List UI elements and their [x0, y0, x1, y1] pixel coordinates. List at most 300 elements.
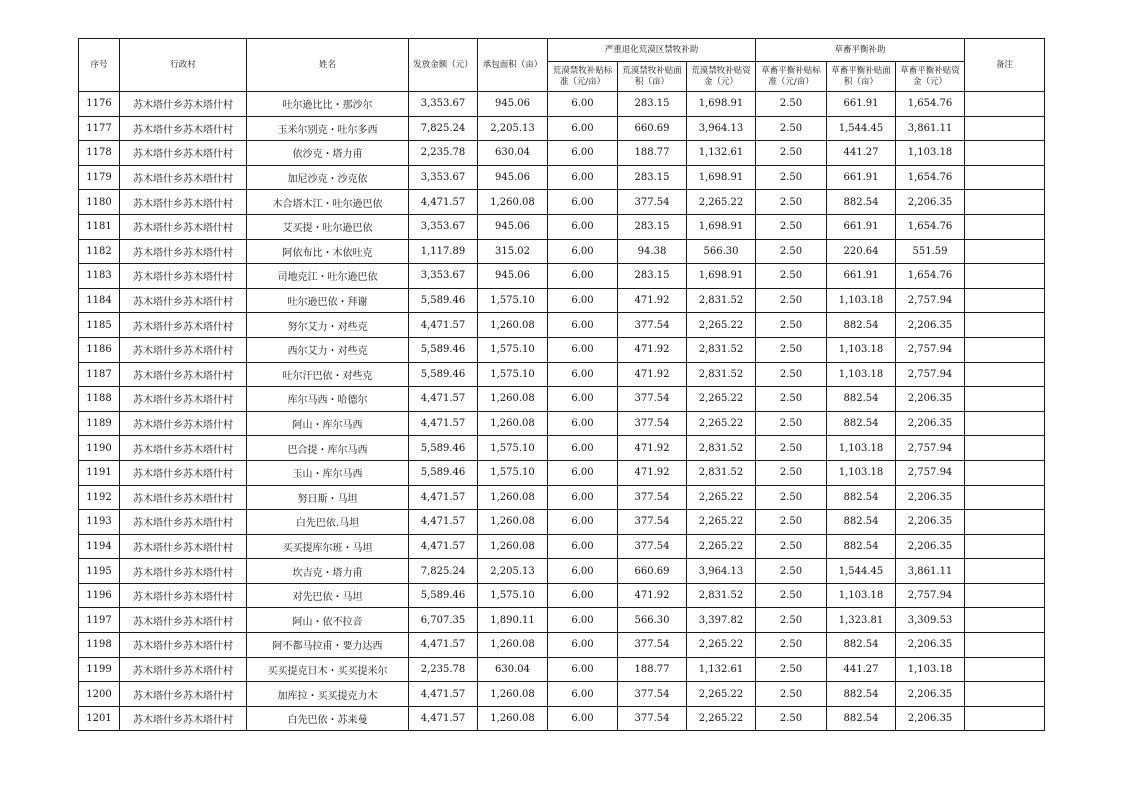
- cell-balance-area: 1,544.45: [827, 559, 896, 584]
- cell-name: 阿山・依不拉音: [247, 608, 409, 633]
- cell-remark: [965, 362, 1045, 387]
- cell-desert-standard: 6.00: [548, 559, 618, 584]
- cell-desert-area: 660.69: [618, 116, 687, 141]
- table-row: [79, 485, 1045, 510]
- cell-desert-area: 377.54: [618, 485, 687, 510]
- cell-desert-standard: 6.00: [548, 633, 618, 658]
- cell-name: 加库拉・买买提克力木: [247, 682, 409, 707]
- cell-remark: [965, 165, 1045, 190]
- cell-seq: 1176: [79, 92, 120, 117]
- cell-balance-standard: 2.50: [756, 190, 827, 215]
- cell-desert-area: 377.54: [618, 534, 687, 559]
- cell-seq: 1192: [79, 485, 120, 510]
- cell-desert-area: 94.38: [618, 239, 687, 264]
- table-row: [79, 141, 1045, 166]
- subsidy-table: [78, 38, 1045, 731]
- cell-desert-area: 283.15: [618, 264, 687, 289]
- cell-seq: 1200: [79, 682, 120, 707]
- cell-remark: [965, 633, 1045, 658]
- cell-seq: 1184: [79, 288, 120, 313]
- cell-area: 1,260.08: [478, 485, 548, 510]
- cell-balance-area: 1,103.18: [827, 583, 896, 608]
- cell-remark: [965, 485, 1045, 510]
- cell-desert-standard: 6.00: [548, 387, 618, 412]
- cell-amount: 5,589.46: [409, 362, 478, 387]
- cell-desert-fund: 1,698.91: [687, 264, 756, 289]
- cell-amount: 6,707.35: [409, 608, 478, 633]
- table-row: [79, 362, 1045, 387]
- cell-desert-fund: 2,265.22: [687, 534, 756, 559]
- cell-desert-area: 188.77: [618, 141, 687, 166]
- cell-balance-fund: 2,757.94: [896, 436, 965, 461]
- cell-balance-standard: 2.50: [756, 362, 827, 387]
- cell-desert-standard: 6.00: [548, 436, 618, 461]
- cell-village: 苏木塔什乡苏木塔什村: [120, 313, 247, 338]
- cell-amount: 2,235.78: [409, 657, 478, 682]
- cell-amount: 3,353.67: [409, 92, 478, 117]
- cell-area: 1,260.08: [478, 534, 548, 559]
- cell-remark: [965, 657, 1045, 682]
- cell-remark: [965, 608, 1045, 633]
- cell-name: 木合塔木江・吐尔逊巴依: [247, 190, 409, 215]
- cell-desert-standard: 6.00: [548, 264, 618, 289]
- cell-area: 1,260.08: [478, 313, 548, 338]
- cell-amount: 4,471.57: [409, 706, 478, 731]
- cell-balance-standard: 2.50: [756, 485, 827, 510]
- cell-balance-standard: 2.50: [756, 510, 827, 535]
- cell-name: 艾买提・吐尔逊巴依: [247, 214, 409, 239]
- cell-balance-area: 661.91: [827, 214, 896, 239]
- cell-seq: 1199: [79, 657, 120, 682]
- cell-village: 苏木塔什乡苏木塔什村: [120, 264, 247, 289]
- cell-desert-standard: 6.00: [548, 411, 618, 436]
- cell-balance-fund: 551.59: [896, 239, 965, 264]
- cell-amount: 3,353.67: [409, 165, 478, 190]
- cell-balance-standard: 2.50: [756, 288, 827, 313]
- cell-seq: 1185: [79, 313, 120, 338]
- cell-area: 1,260.08: [478, 706, 548, 731]
- cell-balance-fund: 1,103.18: [896, 141, 965, 166]
- cell-balance-fund: 2,757.94: [896, 362, 965, 387]
- cell-balance-area: 661.91: [827, 264, 896, 289]
- cell-balance-fund: 2,206.35: [896, 510, 965, 535]
- cell-amount: 4,471.57: [409, 387, 478, 412]
- cell-balance-area: 1,103.18: [827, 362, 896, 387]
- table-row: [79, 190, 1045, 215]
- cell-name: 吐尔逊巴依・拜谢: [247, 288, 409, 313]
- cell-desert-standard: 6.00: [548, 706, 618, 731]
- cell-balance-standard: 2.50: [756, 657, 827, 682]
- cell-amount: 4,471.57: [409, 411, 478, 436]
- cell-desert-standard: 6.00: [548, 485, 618, 510]
- cell-desert-area: 377.54: [618, 682, 687, 707]
- cell-remark: [965, 214, 1045, 239]
- cell-balance-standard: 2.50: [756, 141, 827, 166]
- cell-desert-fund: 1,698.91: [687, 92, 756, 117]
- cell-balance-standard: 2.50: [756, 239, 827, 264]
- cell-desert-area: 377.54: [618, 633, 687, 658]
- cell-desert-fund: 1,698.91: [687, 214, 756, 239]
- cell-name: 对先巴依・马坦: [247, 583, 409, 608]
- cell-desert-area: 377.54: [618, 706, 687, 731]
- cell-seq: 1201: [79, 706, 120, 731]
- cell-desert-area: 283.15: [618, 214, 687, 239]
- cell-remark: [965, 239, 1045, 264]
- cell-remark: [965, 92, 1045, 117]
- cell-area: 315.02: [478, 239, 548, 264]
- cell-name: 努尔艾力・对些克: [247, 313, 409, 338]
- cell-remark: [965, 706, 1045, 731]
- cell-balance-fund: 2,206.35: [896, 706, 965, 731]
- cell-desert-fund: 2,831.52: [687, 583, 756, 608]
- cell-name: 库尔马西・哈德尔: [247, 387, 409, 412]
- cell-balance-fund: 2,757.94: [896, 460, 965, 485]
- cell-desert-area: 377.54: [618, 411, 687, 436]
- cell-desert-area: 471.92: [618, 460, 687, 485]
- cell-area: 1,575.10: [478, 288, 548, 313]
- cell-remark: [965, 534, 1045, 559]
- cell-desert-standard: 6.00: [548, 534, 618, 559]
- cell-balance-area: 882.54: [827, 534, 896, 559]
- cell-seq: 1195: [79, 559, 120, 584]
- cell-balance-area: 882.54: [827, 682, 896, 707]
- cell-desert-standard: 6.00: [548, 510, 618, 535]
- cell-balance-standard: 2.50: [756, 214, 827, 239]
- cell-seq: 1191: [79, 460, 120, 485]
- table-row: [79, 264, 1045, 289]
- cell-balance-area: 661.91: [827, 165, 896, 190]
- cell-name: 白先巴依.马坦: [247, 510, 409, 535]
- cell-balance-fund: 3,861.11: [896, 559, 965, 584]
- cell-desert-standard: 6.00: [548, 682, 618, 707]
- cell-desert-area: 283.15: [618, 165, 687, 190]
- cell-balance-standard: 2.50: [756, 411, 827, 436]
- cell-area: 1,260.08: [478, 633, 548, 658]
- cell-name: 阿不都马拉甫・要力达西: [247, 633, 409, 658]
- cell-remark: [965, 387, 1045, 412]
- cell-desert-standard: 6.00: [548, 190, 618, 215]
- cell-amount: 5,589.46: [409, 583, 478, 608]
- cell-balance-fund: 2,206.35: [896, 411, 965, 436]
- cell-seq: 1197: [79, 608, 120, 633]
- cell-balance-standard: 2.50: [756, 633, 827, 658]
- cell-name: 玉米尔别克・吐尔多西: [247, 116, 409, 141]
- table-row: [79, 657, 1045, 682]
- cell-area: 1,260.08: [478, 510, 548, 535]
- cell-desert-fund: 2,265.22: [687, 510, 756, 535]
- cell-amount: 7,825.24: [409, 116, 478, 141]
- cell-balance-standard: 2.50: [756, 92, 827, 117]
- cell-desert-fund: 2,831.52: [687, 337, 756, 362]
- cell-balance-area: 661.91: [827, 92, 896, 117]
- cell-balance-area: 882.54: [827, 411, 896, 436]
- cell-balance-area: 1,103.18: [827, 337, 896, 362]
- cell-desert-fund: 1,132.61: [687, 141, 756, 166]
- table-row: [79, 682, 1045, 707]
- cell-balance-area: 1,323.81: [827, 608, 896, 633]
- cell-balance-area: 882.54: [827, 485, 896, 510]
- cell-area: 1,575.10: [478, 583, 548, 608]
- cell-balance-area: 441.27: [827, 657, 896, 682]
- cell-balance-standard: 2.50: [756, 116, 827, 141]
- cell-desert-standard: 6.00: [548, 657, 618, 682]
- cell-desert-fund: 2,265.22: [687, 633, 756, 658]
- cell-village: 苏木塔什乡苏木塔什村: [120, 608, 247, 633]
- cell-balance-area: 882.54: [827, 190, 896, 215]
- cell-village: 苏木塔什乡苏木塔什村: [120, 657, 247, 682]
- cell-desert-area: 566.30: [618, 608, 687, 633]
- cell-balance-fund: 2,206.35: [896, 313, 965, 338]
- cell-amount: 4,471.57: [409, 190, 478, 215]
- cell-village: 苏木塔什乡苏木塔什村: [120, 682, 247, 707]
- cell-name: 巴合提・库尔马西: [247, 436, 409, 461]
- cell-area: 630.04: [478, 141, 548, 166]
- cell-amount: 5,589.46: [409, 288, 478, 313]
- cell-balance-area: 882.54: [827, 313, 896, 338]
- cell-balance-area: 1,103.18: [827, 436, 896, 461]
- table-row: [79, 165, 1045, 190]
- cell-desert-fund: 2,265.22: [687, 411, 756, 436]
- cell-balance-standard: 2.50: [756, 460, 827, 485]
- cell-seq: 1189: [79, 411, 120, 436]
- cell-desert-fund: 2,831.52: [687, 436, 756, 461]
- cell-desert-area: 471.92: [618, 337, 687, 362]
- cell-amount: 3,353.67: [409, 264, 478, 289]
- cell-seq: 1179: [79, 165, 120, 190]
- cell-balance-fund: 1,654.76: [896, 264, 965, 289]
- cell-village: 苏木塔什乡苏木塔什村: [120, 510, 247, 535]
- cell-name: 依沙克・塔力甫: [247, 141, 409, 166]
- table-row: [79, 633, 1045, 658]
- cell-balance-standard: 2.50: [756, 583, 827, 608]
- cell-name: 买买提克日木・买买提米尔: [247, 657, 409, 682]
- cell-balance-fund: 2,757.94: [896, 337, 965, 362]
- cell-amount: 4,471.57: [409, 510, 478, 535]
- cell-name: 吐尔汗巴依・对些克: [247, 362, 409, 387]
- cell-area: 1,260.08: [478, 682, 548, 707]
- cell-village: 苏木塔什乡苏木塔什村: [120, 362, 247, 387]
- cell-desert-standard: 6.00: [548, 288, 618, 313]
- cell-name: 西尔艾力・对些克: [247, 337, 409, 362]
- cell-desert-standard: 6.00: [548, 337, 618, 362]
- cell-village: 苏木塔什乡苏木塔什村: [120, 141, 247, 166]
- table-row: [79, 559, 1045, 584]
- cell-seq: 1187: [79, 362, 120, 387]
- header-remark: 备注: [965, 39, 1045, 92]
- cell-balance-fund: 1,654.76: [896, 214, 965, 239]
- cell-balance-standard: 2.50: [756, 387, 827, 412]
- cell-balance-area: 882.54: [827, 510, 896, 535]
- cell-balance-area: 220.64: [827, 239, 896, 264]
- cell-balance-area: 882.54: [827, 633, 896, 658]
- cell-balance-standard: 2.50: [756, 337, 827, 362]
- cell-village: 苏木塔什乡苏木塔什村: [120, 288, 247, 313]
- cell-balance-area: 882.54: [827, 387, 896, 412]
- table-row: [79, 583, 1045, 608]
- cell-balance-fund: 1,654.76: [896, 165, 965, 190]
- cell-amount: 7,825.24: [409, 559, 478, 584]
- cell-seq: 1194: [79, 534, 120, 559]
- header-balance-area: 草畜平衡补贴面积（亩）: [827, 62, 896, 92]
- cell-balance-fund: 3,309.53: [896, 608, 965, 633]
- cell-remark: [965, 264, 1045, 289]
- cell-desert-fund: 3,397.82: [687, 608, 756, 633]
- cell-amount: 4,471.57: [409, 682, 478, 707]
- cell-balance-fund: 2,206.35: [896, 485, 965, 510]
- cell-amount: 1,117.89: [409, 239, 478, 264]
- cell-balance-fund: 2,757.94: [896, 288, 965, 313]
- cell-desert-fund: 3,964.13: [687, 116, 756, 141]
- cell-balance-standard: 2.50: [756, 313, 827, 338]
- cell-amount: 4,471.57: [409, 485, 478, 510]
- cell-area: 945.06: [478, 264, 548, 289]
- cell-area: 1,260.08: [478, 411, 548, 436]
- cell-balance-area: 882.54: [827, 706, 896, 731]
- cell-balance-area: 1,544.45: [827, 116, 896, 141]
- cell-seq: 1186: [79, 337, 120, 362]
- cell-balance-fund: 1,103.18: [896, 657, 965, 682]
- cell-seq: 1182: [79, 239, 120, 264]
- cell-village: 苏木塔什乡苏木塔什村: [120, 485, 247, 510]
- cell-village: 苏木塔什乡苏木塔什村: [120, 559, 247, 584]
- cell-desert-area: 377.54: [618, 313, 687, 338]
- cell-village: 苏木塔什乡苏木塔什村: [120, 706, 247, 731]
- cell-remark: [965, 411, 1045, 436]
- cell-balance-area: 1,103.18: [827, 288, 896, 313]
- cell-amount: 5,589.46: [409, 436, 478, 461]
- cell-desert-standard: 6.00: [548, 608, 618, 633]
- cell-area: 1,575.10: [478, 436, 548, 461]
- cell-balance-standard: 2.50: [756, 436, 827, 461]
- cell-name: 司地克江・吐尔逊巴依: [247, 264, 409, 289]
- table-row: [79, 608, 1045, 633]
- cell-desert-standard: 6.00: [548, 141, 618, 166]
- cell-desert-area: 377.54: [618, 510, 687, 535]
- cell-area: 1,890.11: [478, 608, 548, 633]
- cell-balance-standard: 2.50: [756, 706, 827, 731]
- cell-name: 玉山・库尔马西: [247, 460, 409, 485]
- cell-seq: 1190: [79, 436, 120, 461]
- cell-area: 1,575.10: [478, 362, 548, 387]
- cell-remark: [965, 190, 1045, 215]
- header-balance-standard: 草畜平衡补贴标准（元/亩）: [756, 62, 827, 92]
- cell-name: 买买提库尔班・马坦: [247, 534, 409, 559]
- table-row: [79, 411, 1045, 436]
- table-row: [79, 337, 1045, 362]
- cell-seq: 1178: [79, 141, 120, 166]
- cell-balance-standard: 2.50: [756, 608, 827, 633]
- cell-village: 苏木塔什乡苏木塔什村: [120, 214, 247, 239]
- cell-desert-fund: 3,964.13: [687, 559, 756, 584]
- cell-desert-standard: 6.00: [548, 214, 618, 239]
- header-name: 姓名: [247, 39, 409, 92]
- cell-village: 苏木塔什乡苏木塔什村: [120, 239, 247, 264]
- cell-balance-area: 441.27: [827, 141, 896, 166]
- cell-remark: [965, 583, 1045, 608]
- cell-balance-fund: 2,206.35: [896, 534, 965, 559]
- cell-desert-fund: 2,831.52: [687, 288, 756, 313]
- cell-balance-standard: 2.50: [756, 534, 827, 559]
- table-row: [79, 706, 1045, 731]
- cell-remark: [965, 288, 1045, 313]
- cell-desert-standard: 6.00: [548, 116, 618, 141]
- cell-name: 阿依布比・木依吐克: [247, 239, 409, 264]
- cell-desert-area: 471.92: [618, 436, 687, 461]
- cell-desert-standard: 6.00: [548, 92, 618, 117]
- cell-village: 苏木塔什乡苏木塔什村: [120, 583, 247, 608]
- header-balance-fund: 草畜平衡补贴资金（元）: [896, 62, 965, 92]
- cell-remark: [965, 510, 1045, 535]
- cell-seq: 1196: [79, 583, 120, 608]
- cell-balance-area: 1,103.18: [827, 460, 896, 485]
- cell-remark: [965, 436, 1045, 461]
- table-body: [79, 92, 1045, 731]
- cell-area: 945.06: [478, 214, 548, 239]
- cell-balance-standard: 2.50: [756, 559, 827, 584]
- cell-amount: 5,589.46: [409, 460, 478, 485]
- cell-name: 坎吉克・塔力甫: [247, 559, 409, 584]
- cell-balance-standard: 2.50: [756, 165, 827, 190]
- cell-area: 945.06: [478, 165, 548, 190]
- cell-seq: 1198: [79, 633, 120, 658]
- cell-balance-standard: 2.50: [756, 682, 827, 707]
- cell-area: 945.06: [478, 92, 548, 117]
- cell-seq: 1193: [79, 510, 120, 535]
- cell-area: 630.04: [478, 657, 548, 682]
- table-row: [79, 239, 1045, 264]
- cell-village: 苏木塔什乡苏木塔什村: [120, 411, 247, 436]
- cell-seq: 1188: [79, 387, 120, 412]
- cell-desert-standard: 6.00: [548, 313, 618, 338]
- cell-area: 2,205.13: [478, 559, 548, 584]
- cell-desert-area: 471.92: [618, 288, 687, 313]
- table-row: [79, 510, 1045, 535]
- header-amount: 发放金额（元）: [409, 39, 478, 92]
- cell-village: 苏木塔什乡苏木塔什村: [120, 337, 247, 362]
- table-row: [79, 387, 1045, 412]
- cell-desert-fund: 2,831.52: [687, 460, 756, 485]
- cell-area: 2,205.13: [478, 116, 548, 141]
- cell-desert-fund: 1,698.91: [687, 165, 756, 190]
- cell-desert-fund: 2,265.22: [687, 313, 756, 338]
- cell-area: 1,260.08: [478, 190, 548, 215]
- table-row: [79, 214, 1045, 239]
- cell-seq: 1180: [79, 190, 120, 215]
- cell-balance-fund: 1,654.76: [896, 92, 965, 117]
- table-row: [79, 313, 1045, 338]
- cell-desert-fund: 2,265.22: [687, 387, 756, 412]
- cell-seq: 1177: [79, 116, 120, 141]
- table-row: [79, 116, 1045, 141]
- header-group-balance: 草畜平衡补助: [756, 39, 965, 62]
- cell-remark: [965, 682, 1045, 707]
- cell-village: 苏木塔什乡苏木塔什村: [120, 116, 247, 141]
- header-desert-standard: 荒漠禁牧补贴标准（元/亩）: [548, 62, 618, 92]
- cell-village: 苏木塔什乡苏木塔什村: [120, 534, 247, 559]
- cell-desert-area: 377.54: [618, 190, 687, 215]
- cell-village: 苏木塔什乡苏木塔什村: [120, 165, 247, 190]
- cell-balance-fund: 2,206.35: [896, 682, 965, 707]
- cell-amount: 2,235.78: [409, 141, 478, 166]
- table-row: [79, 460, 1045, 485]
- cell-village: 苏木塔什乡苏木塔什村: [120, 633, 247, 658]
- cell-desert-fund: 566.30: [687, 239, 756, 264]
- cell-name: 吐尔逊比比・那沙尔: [247, 92, 409, 117]
- cell-balance-fund: 3,861.11: [896, 116, 965, 141]
- cell-remark: [965, 116, 1045, 141]
- cell-amount: 4,471.57: [409, 633, 478, 658]
- cell-area: 1,575.10: [478, 460, 548, 485]
